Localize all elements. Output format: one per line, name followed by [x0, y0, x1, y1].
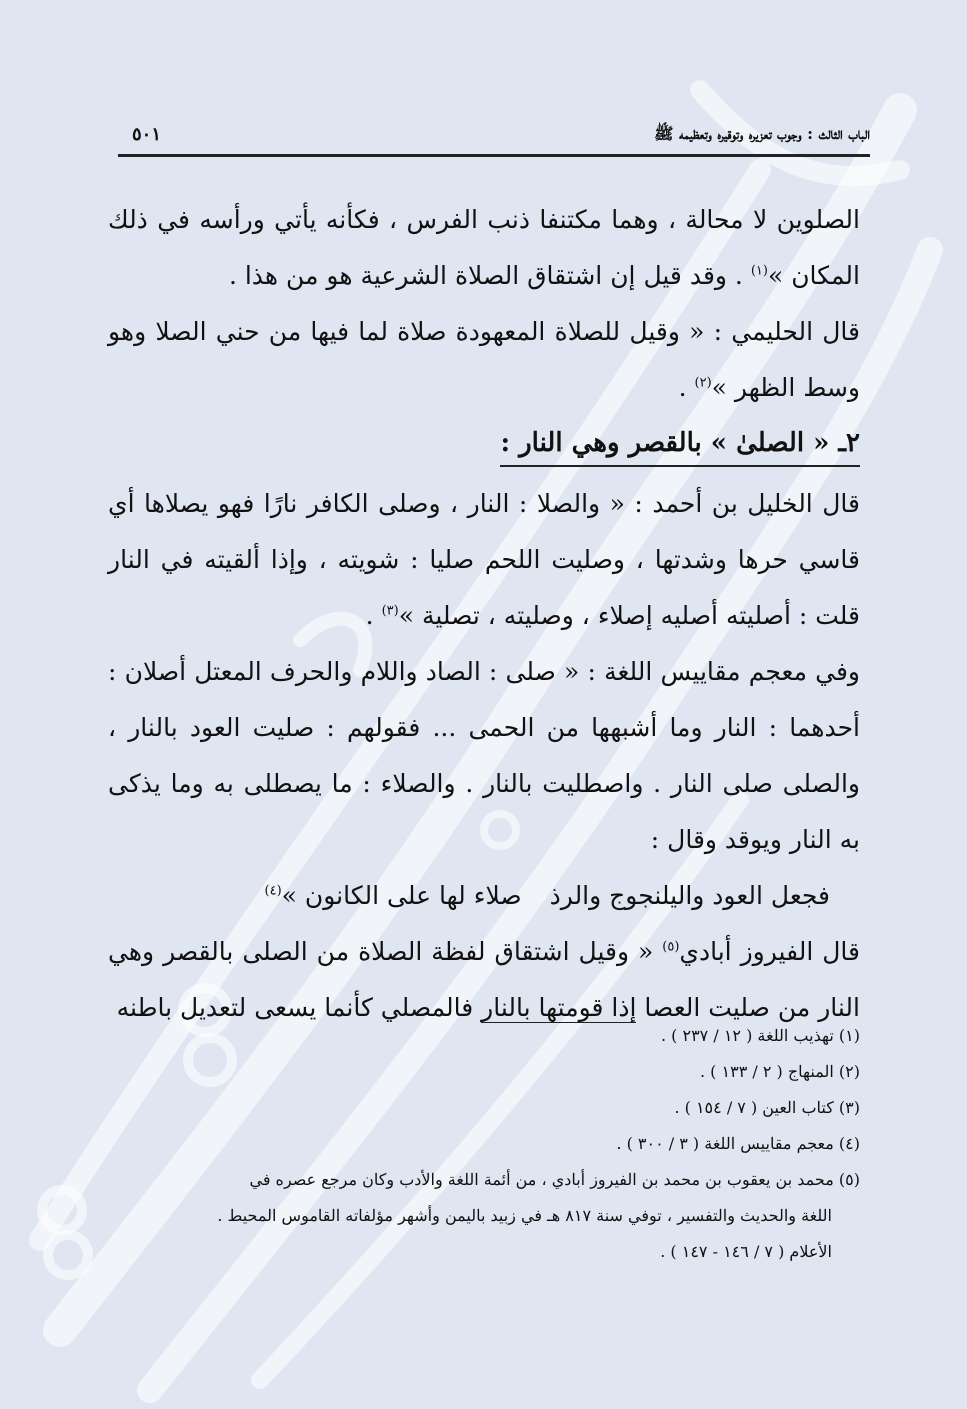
footnote-ref-5: (٥)	[662, 939, 680, 955]
paragraph-5-underlined: إذا قومتها بالنار	[481, 993, 637, 1022]
footnote-5-line-1: (٥) محمد بن يعقوب بن محمد بن الفيروز أبادي ، من أئمة اللغة والأدب وكان مرجع عصره في	[249, 1170, 860, 1189]
paragraph-1-line-1: الصلوين لا محالة ، وهما مكتنفا ذنب الفرس ، فكأنه يأتي ورأسه في ذلك	[108, 205, 860, 234]
paragraph-2-text: قال الحليمي : « وقيل للصلاة المعهودة صلاة لما فيها من حني الصلا وهو وسط الظهر »	[108, 317, 860, 402]
paragraph-4-text: وفي معجم مقاييس اللغة : « صلى : الصاد واللام والحرف المعتل أصلان : أحدهما : النار وما أشبهها من الحمى ... فقولهم : صليت العود بالنار ، والصلى صلى النار . واصطليت بالنار . والصلاء : ما يصطلى به وما يذكى به النار ويوقد وقال :	[108, 657, 860, 854]
footnote-2: (٢) المنهاج ( ٢ / ١٣٣ ) .	[700, 1062, 860, 1081]
section-heading-text: ٢ـ « الصلىٰ » بالقصر وهي النار :	[500, 421, 860, 467]
paragraph-4	[108, 644, 860, 868]
paragraph-5-start: قال الفيروز أبادي	[679, 937, 860, 966]
footnotes	[108, 1018, 860, 1270]
footnote-5-line-3: الأعلام ( ٧ / ١٤٦ - ١٤٧ ) .	[660, 1242, 832, 1261]
page-number: ٥٠١	[132, 124, 162, 145]
section-heading	[108, 418, 860, 468]
footnote-ref-3: (٣)	[381, 603, 399, 619]
footnote-3: (٣) كتاب العين ( ٧ / ١٥٤ ) .	[674, 1098, 860, 1117]
paragraph-1-line-2-end: . وقد قيل إن اشتقاق الصلاة الشرعية هو من هذا .	[228, 261, 751, 290]
paragraph-5-middle: « وقيل اشتقاق لفظة الصلاة من الصلى بالقصر وهي النار من صليت العصا	[108, 937, 860, 1022]
paragraph-2	[108, 304, 860, 416]
poem-verse	[108, 868, 860, 924]
paragraph-2-end: .	[678, 373, 695, 402]
footnote-4: (٤) معجم مقاييس اللغة ( ٣ / ٣٠٠ ) .	[616, 1134, 860, 1153]
chapter-title: الباب الثالث : وجوب تعزيره وتوقيره وتعظيمه ﷺ	[654, 124, 870, 143]
footnote-5-line-2: اللغة والحديث والتفسير ، توفي سنة ٨١٧ هـ في زبيد باليمن وأشهر مؤلفاته القاموس المحيط .	[217, 1206, 832, 1225]
poem-second-hemistich: صلاء لها على الكانون »	[281, 881, 522, 910]
paragraph-3-end: .	[365, 601, 382, 630]
main-text	[108, 192, 860, 1036]
paragraph-3-text: قال الخليل بن أحمد : « والصلا : النار ، وصلى الكافر نارًا فهو يصلاها أي قاسي حرها وشدتها ، وصليت اللحم صليا : شويته ، وإذا ألقيته في النار قلت : أصليته أصليه إصلاء ، وصليته ، تصلية »	[108, 489, 860, 630]
paragraph-1-line-2-start: المكان »	[767, 261, 860, 290]
paragraph-3	[108, 476, 860, 644]
paragraph-1	[108, 192, 860, 304]
page-header	[118, 112, 870, 157]
footnote-ref-2: (٢)	[694, 375, 712, 391]
poem-first-hemistich: فجعل العود واليلنجوج والرذ	[549, 881, 830, 910]
footnote-ref-4: (٤)	[264, 883, 282, 899]
footnote-ref-1: (١)	[750, 263, 768, 279]
paragraph-5-end: فالمصلي كأنما يسعى لتعديل باطنه	[116, 993, 482, 1022]
footnote-1: (١) تهذيب اللغة ( ١٢ / ٢٣٧ ) .	[660, 1026, 860, 1045]
